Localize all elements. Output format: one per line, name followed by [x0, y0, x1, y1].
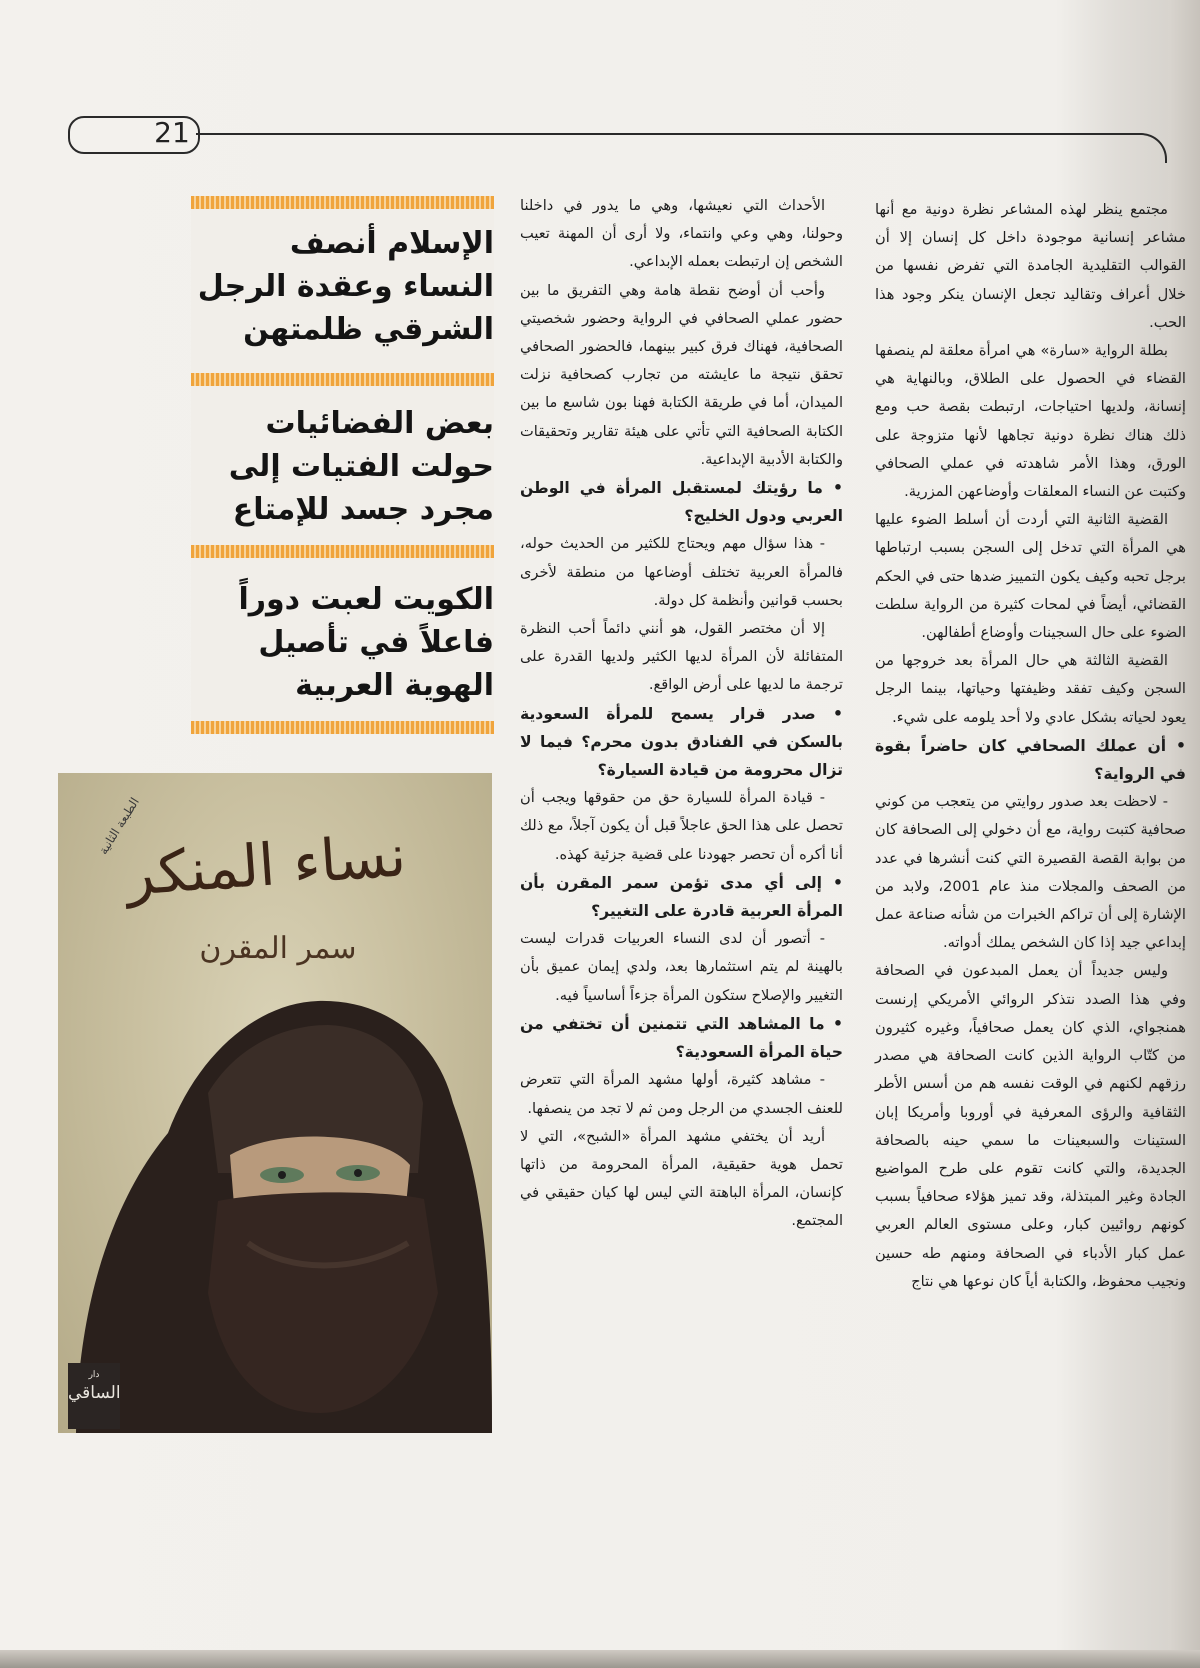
publisher-label: دار — [88, 1370, 100, 1380]
paragraph: - قيادة المرأة للسيارة حق من حقوقها ويجب أن تحصل على هذا الحق عاجلاً قبل أن يكون آجلاً، مع ذلك أنا أكره أن تحصر جهودنا على قضية جزئية كهذه. — [520, 789, 843, 863]
page-bottom-edge — [0, 1650, 1200, 1668]
pull-quote-headline: بعض الفضائيات حولت الفتيات إلى مجرد جسد للإمتاع — [228, 406, 494, 527]
interview-question: • إلى أي مدى تؤمن سمر المقرن بأن المرأة العربية قادرة على التغيير؟ — [520, 873, 843, 921]
veiled-woman-illustration — [58, 773, 492, 1433]
book-edition-label: الطبعة الثانية — [96, 795, 142, 857]
publisher-logo — [68, 1363, 120, 1429]
article-column-middle — [520, 192, 843, 1236]
paragraph: بطلة الرواية «سارة» هي امرأة معلقة لم ينصفها القضاء في الحصول على الطلاق، وبالنهاية هي إنسانة، ولديها احتياجات، ارتبطت بقصة حب ومع ذلك هناك نظرة دونية تجاهها لأنها متزوجة على الورق، وهذا الأمر شاهدته في عملي الصحافي وكتبت عن النساء المعلقات وأوضاعهن المزرية. — [875, 342, 1186, 501]
orange-stripe — [191, 721, 494, 734]
paragraph: وأحب أن أوضح نقطة هامة وهي التفريق ما بين حضور عملي الصحافي في الرواية وحضور شخصيتي الصحافية، فهناك فرق كبير بينهما، فالحضور الصحافي تحقق نتيجة ما عايشته من تجارب كصحافية نزلت الميدان، أما في طريقة الكتابة فهنا بون شاسع ما بين الكتابة الصحافية التي تأتي على هيئة تقارير وتحقيقات والكتابة الأدبية الإبداعية. — [520, 281, 843, 468]
paragraph: وليس جديداً أن يعمل المبدعون في الصحافة وفي هذا الصدد نتذكر الروائي الأمريكي إرنست همنجواي، الذي كان يعمل صحافياً، وغيره كثيرون من كتّاب الرواية الذين كانت الصحافة هي مصدر رزقهم لكنهم في الوقت نفسه هم من أسس الأطر الثقافية والرؤى المعرفية في أوروبا وأمريكا إبان الستينات والسبعينات ما سمي حينه بالصحافة الجديدة، والتي كانت تقوم على طرح المواضيع الجادة وغير المبتذلة، وقد تميز هؤلاء صحافياً بسبب كونهم روائيين كبار، وعلى مستوى العالم العربي عمل كبار الأدباء في الصحافة ومنهم طه حسين ونجيب محفوظ، والكتابة أياً كان نوعها هي نتاج — [875, 962, 1186, 1290]
paragraph: الأحداث التي نعيشها، وهي ما يدور في داخلنا وحولنا، وهي وعي وانتماء، ولا أرى أن المهنة تعيب الشخص إن ارتبطت بعمله الإبداعي. — [520, 197, 843, 271]
pull-quote-headline: الإسلام أنصف النساء وعقدة الرجل الشرقي ظلمتهن — [197, 226, 494, 347]
book-title: نساء المنكر — [123, 821, 409, 909]
interview-question: • ما المشاهد التي تتمنين أن تختفي من حياة المرأة السعودية؟ — [520, 1014, 843, 1062]
paragraph: - هذا سؤال مهم ويحتاج للكثير من الحديث حوله، فالمرأة العربية تختلف أوضاعها من منطقة لأخرى بحسب قوانين وأنظمة كل دولة. — [520, 535, 843, 609]
paragraph: أريد أن يختفي مشهد المرأة «الشبح»، التي لا تحمل هوية حقيقية، المرأة المحرومة من ذاتها كإنسان، المرأة الباهتة التي ليس لها كيان حقيقي في المجتمع. — [520, 1127, 843, 1230]
paragraph: إلا أن مختصر القول، هو أنني دائماً أحب النظرة المتفائلة لأن المرأة لديها الكثير ولديها القدرة على ترجمة ما لديها على أرض الواقع. — [520, 620, 843, 694]
right-pupil — [354, 1169, 362, 1177]
left-pupil — [278, 1171, 286, 1179]
orange-stripe — [191, 545, 494, 558]
interview-question: • ما رؤيتك لمستقبل المرأة في الوطن العربي ودول الخليج؟ — [520, 479, 843, 526]
article-column-right — [875, 196, 1186, 1296]
orange-stripe — [191, 373, 494, 386]
paragraph: - أتصور أن لدى النساء العربيات قدرات ليست بالهينة لم يتم استثمارها بعد، ولدي إيمان عميق بأن التغيير والإصلاح ستكون المرأة جزءاً أساسياً فيه. — [520, 930, 843, 1004]
header-rule-curve — [1125, 133, 1167, 163]
pull-quote-headline: الكويت لعبت دوراً فاعلاً في تأصيل الهوية العربية — [238, 582, 494, 703]
paragraph: - لاحظت بعد صدور روايتي من يتعجب من كوني صحافية كتبت رواية، مع أن دخولي إلى الصحافة كان من بوابة القصة القصيرة التي كنت أنشرها في عدد من الصحف والمجلات منذ عام 2001، ولابد من الإشارة إلى أن تراكم الخبرات من شأنه صناعة عمل إبداعي جيد إذا كان الشخص يملك أدواته. — [875, 793, 1186, 952]
paragraph: - مشاهد كثيرة، أولها مشهد المرأة التي تتعرض للعنف الجسدي من الرجل ومن ثم لا تجد من ينصفها. — [520, 1071, 843, 1117]
header-rule — [196, 133, 1141, 135]
interview-question: • صدر قرار يسمح للمرأة السعودية بالسكن في الفنادق بدون محرم؟ فيما لا تزال محرومة من قيادة السيارة؟ — [520, 704, 843, 780]
interview-question: • أن عملك الصحافي كان حاضراً بقوة في الرواية؟ — [875, 736, 1186, 784]
book-author: سمر المقرن — [199, 931, 357, 966]
paragraph: القضية الثالثة هي حال المرأة بعد خروجها من السجن وكيف تفقد وظيفتها وحياتها، بينما الرجل يعود لحياته بشكل عادي ولا أحد يلومه على شيء. — [875, 652, 1186, 726]
publisher-name: الساقي — [68, 1383, 121, 1403]
paragraph: القضية الثانية التي أردت أن أسلط الضوء عليها هي المرأة التي تدخل إلى السجن بسبب ارتباطها برجل تحبه وكيف يكون التمييز ضدها حتى في الحكم القضائي، أيضاً في لمحات كثيرة من الرواية سلطت الضوء على حال السجينات وأوضاع أطفالهن. — [875, 511, 1186, 642]
book-cover-image — [58, 773, 492, 1433]
page-number: 21 — [154, 116, 190, 149]
paragraph: مجتمع ينظر لهذه المشاعر نظرة دونية مع أنها مشاعر إنسانية موجودة داخل كل إنسان إلا أن القوالب التقليدية الجامدة التي تفرض نفسها من خلال أعراف وتقاليد تجعل الإنسان ينكر وجود هذا الحب. — [875, 201, 1186, 331]
orange-stripe — [191, 196, 494, 209]
